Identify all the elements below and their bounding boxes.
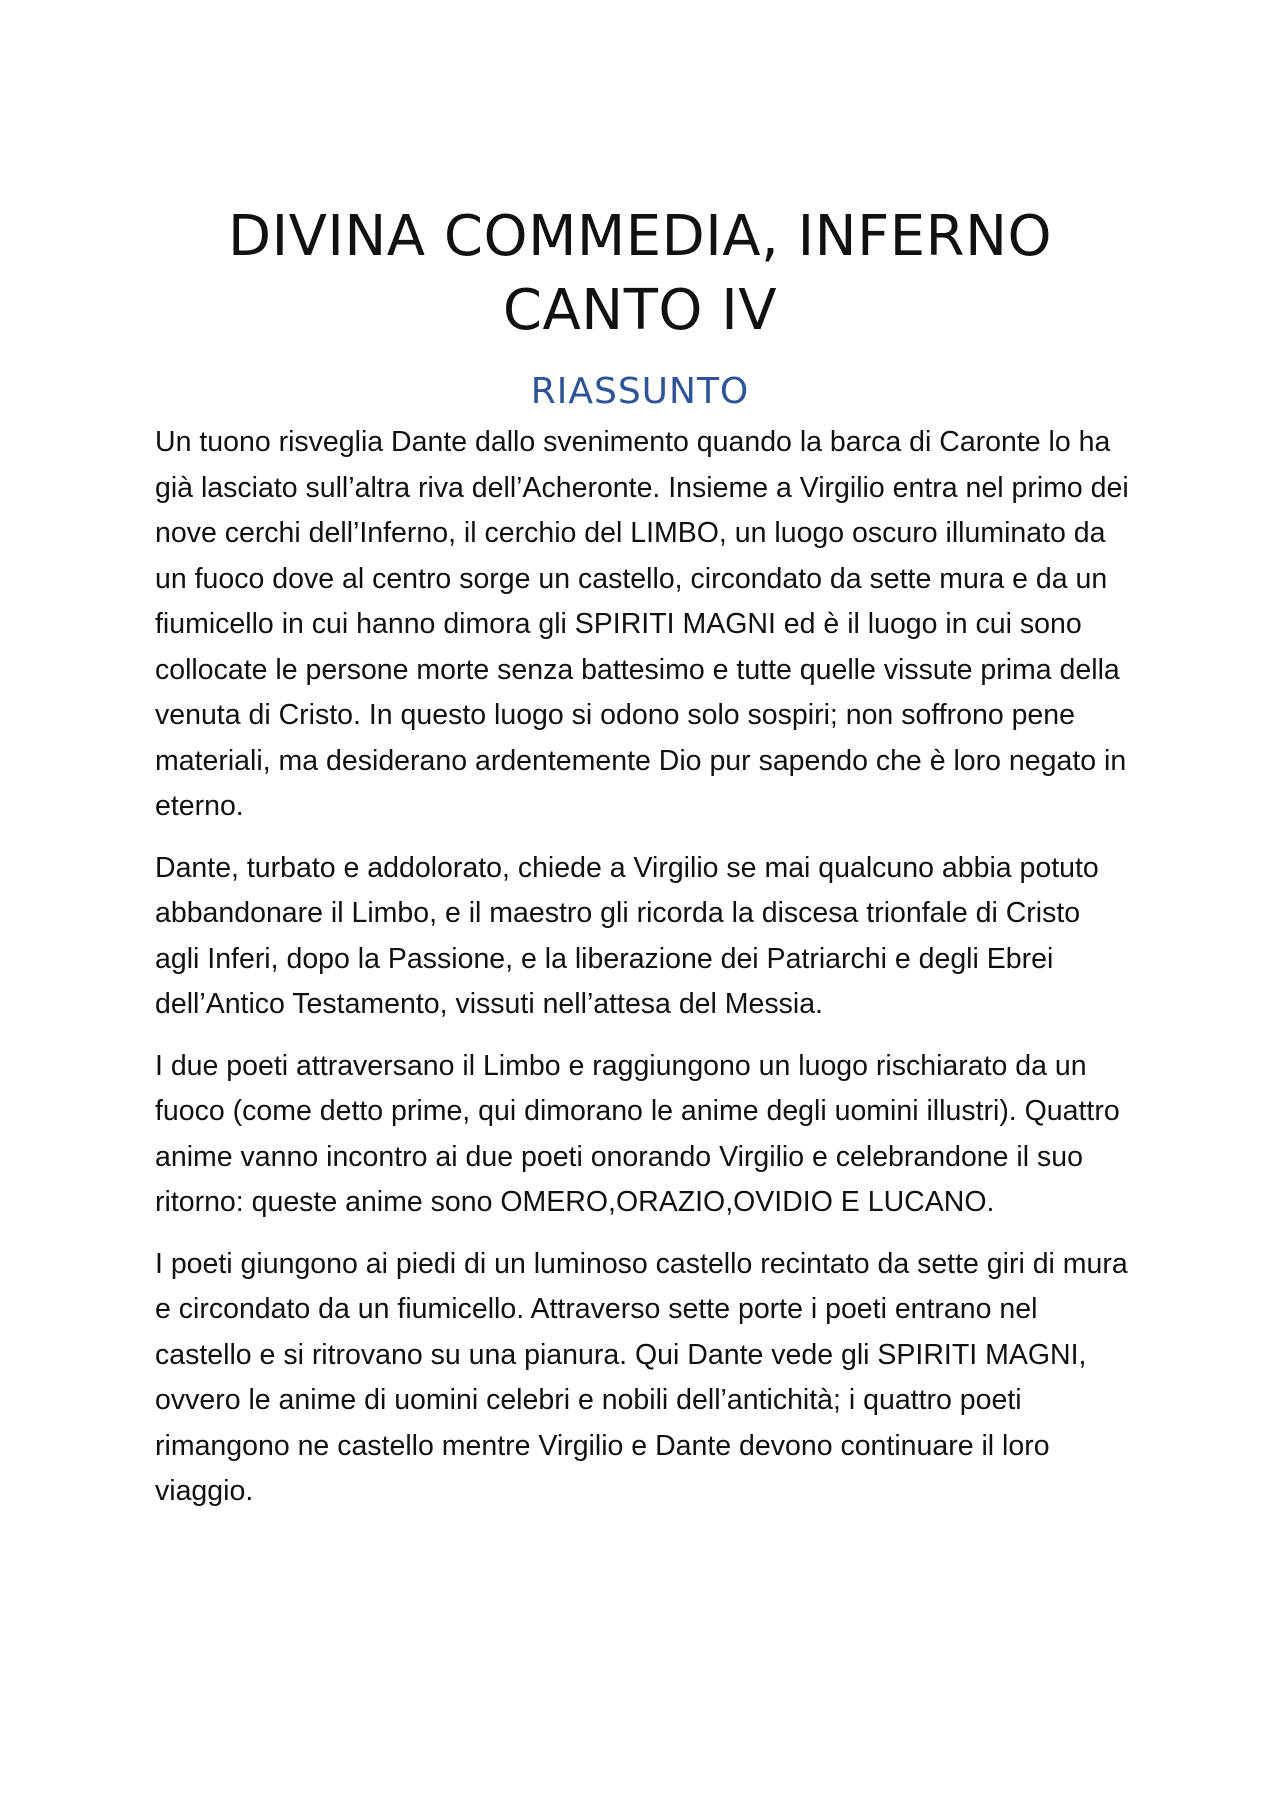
- paragraph-4: I poeti giungono ai piedi di un luminoso castello recintato da sette giri di mura e circondato da un fiumicello. Attraverso sette porte i poeti entrano nel castello e si ritrovano su una pianura. Qui Dante vede gli SPIRITI MAGNI, ovvero le anime di uomini celebri e nobili dell’antichità; i quattro poeti rimangono ne castello mentre Virgilio e Dante devono continuare il loro viaggio.: [155, 1247, 1128, 1507]
- document-body: [155, 420, 1130, 1531]
- title-line-2: CANTO IV: [502, 278, 778, 343]
- paragraph-3: I due poeti attraversano il Limbo e raggiungono un luogo rischiarato da un fuoco (come detto prime, qui dimorano le anime degli uomini illustri). Quattro anime vanno incontro ai due poeti onorando Virgilio e celebrandone il suo ritorno: queste anime sono OMERO,ORAZIO,OVIDIO E LUCANO.: [155, 1049, 1120, 1218]
- document-title: [155, 200, 1125, 348]
- paragraph-2: Dante, turbato e addolorato, chiede a Virgilio se mai qualcuno abbia potuto abbandonare il Limbo, e il maestro gli ricorda la discesa trionfale di Cristo agli Inferi, dopo la Passione, e la liberazione dei Patriarchi e degli Ebrei dell’Antico Testamento, vissuti nell’attesa del Messia.: [155, 851, 1099, 1020]
- section-heading: RIASSUNTO: [530, 371, 750, 412]
- title-line-1: DIVINA COMMEDIA, INFERNO: [227, 204, 1053, 269]
- paragraph-1: Un tuono risveglia Dante dallo svenimento quando la barca di Caronte lo ha già lasciato sull’altra riva dell’Acheronte. Insieme a Virgilio entra nel primo dei nove cerchi dell’Inferno, il cerchio del LIMBO, un luogo oscuro illuminato da un fuoco dove al centro sorge un castello, circondato da sette mura e da un fiumicello in cui hanno dimora gli SPIRITI MAGNI ed è il luogo in cui sono collocate le persone morte senza battesimo e tutte quelle vissute prima della venuta di Cristo. In questo luogo si odono solo sospiri; non soffrono pene materiali, ma desiderano ardentemente Dio pur sapendo che è loro negato in eterno.: [155, 426, 1129, 822]
